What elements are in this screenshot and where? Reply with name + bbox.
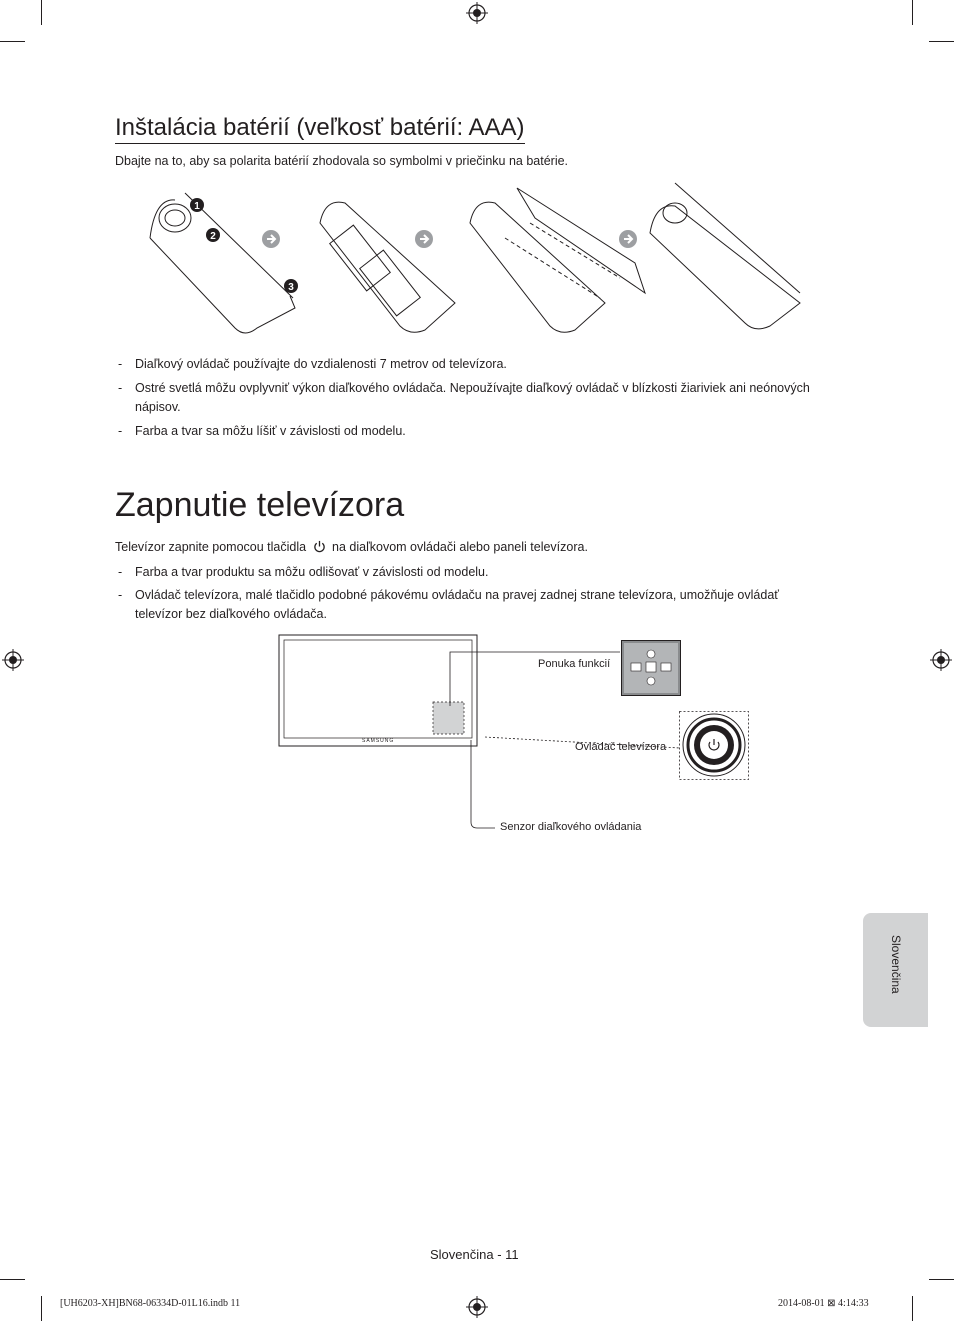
crop-mark <box>0 1279 25 1280</box>
list-item: - Farba a tvar produktu sa môžu odlišovať v závislosti od modelu. <box>118 565 489 579</box>
step-2-label: 2 <box>210 231 216 242</box>
crop-mark <box>41 1296 42 1321</box>
label-remote-sensor: Senzor diaľkového ovládania <box>500 821 642 833</box>
registration-mark-icon <box>466 1296 488 1318</box>
crop-mark <box>929 41 954 42</box>
function-menu-panel <box>621 640 681 696</box>
list-item: - Ovládač televízora, malé tlačidlo podobné pákovému ovládaču na pravej zadnej strane televízora, umožňuje ovládať televízor bez diaľkového ovládača. <box>118 588 779 621</box>
crop-mark <box>41 0 42 25</box>
list-item: - Diaľkový ovládač používajte do vzdialenosti 7 metrov od televízora. <box>118 357 507 371</box>
label-function-menu: Ponuka funkcií <box>538 658 611 670</box>
battery-intro: Dbajte na to, aby sa polarita batérií zhodovala so symbolmi v priečinku na batérie. <box>115 154 569 168</box>
power-on-intro: Televízor zapnite pomocou tlačidla na diaľkovom ovládači alebo paneli televízora. <box>115 540 588 554</box>
list-item: - Ostré svetlá môžu ovplyvniť výkon diaľkového ovládača. Nepoužívajte diaľkový ovládač v blízkosti žiariviek ani neónových nápisov. <box>118 381 810 414</box>
registration-mark-icon <box>466 2 488 24</box>
step-badges <box>190 198 298 293</box>
power-icon <box>313 540 326 553</box>
battery-installation-illustration <box>145 178 810 338</box>
footer-timestamp: 2014-08-01 ⊠ 4:14:33 <box>778 1298 869 1309</box>
list-item: - Farba a tvar sa môžu líšiť v závislosti od modelu. <box>118 424 406 438</box>
tv-brand: SAMSUNG <box>362 738 395 744</box>
section-title-power-on: Zapnutie televízora <box>115 486 405 524</box>
section-title-battery: Inštalácia batérií (veľkosť batérií: AAA) <box>115 114 525 144</box>
crop-mark <box>929 1279 954 1280</box>
registration-mark-icon <box>930 649 952 671</box>
language-side-tab: Slovenčina <box>863 913 928 1027</box>
arrow-right-circle-icon <box>261 229 281 249</box>
tv-controller <box>679 711 749 780</box>
crop-mark <box>912 1296 913 1321</box>
crop-mark <box>0 41 25 42</box>
step-1-label: 1 <box>194 201 200 212</box>
step-3-label: 3 <box>288 282 294 293</box>
label-tv-controller: Ovládač televízora <box>575 741 667 753</box>
footer-file-info: [UH6203-XH]BN68-06334D-01L16.indb 11 <box>60 1298 241 1309</box>
crop-mark <box>912 0 913 25</box>
arrow-right-circle-icon <box>414 229 434 249</box>
registration-mark-icon <box>2 649 24 671</box>
page-number: Slovenčina - 11 <box>430 1247 519 1262</box>
arrow-right-circle-icon <box>618 229 638 249</box>
